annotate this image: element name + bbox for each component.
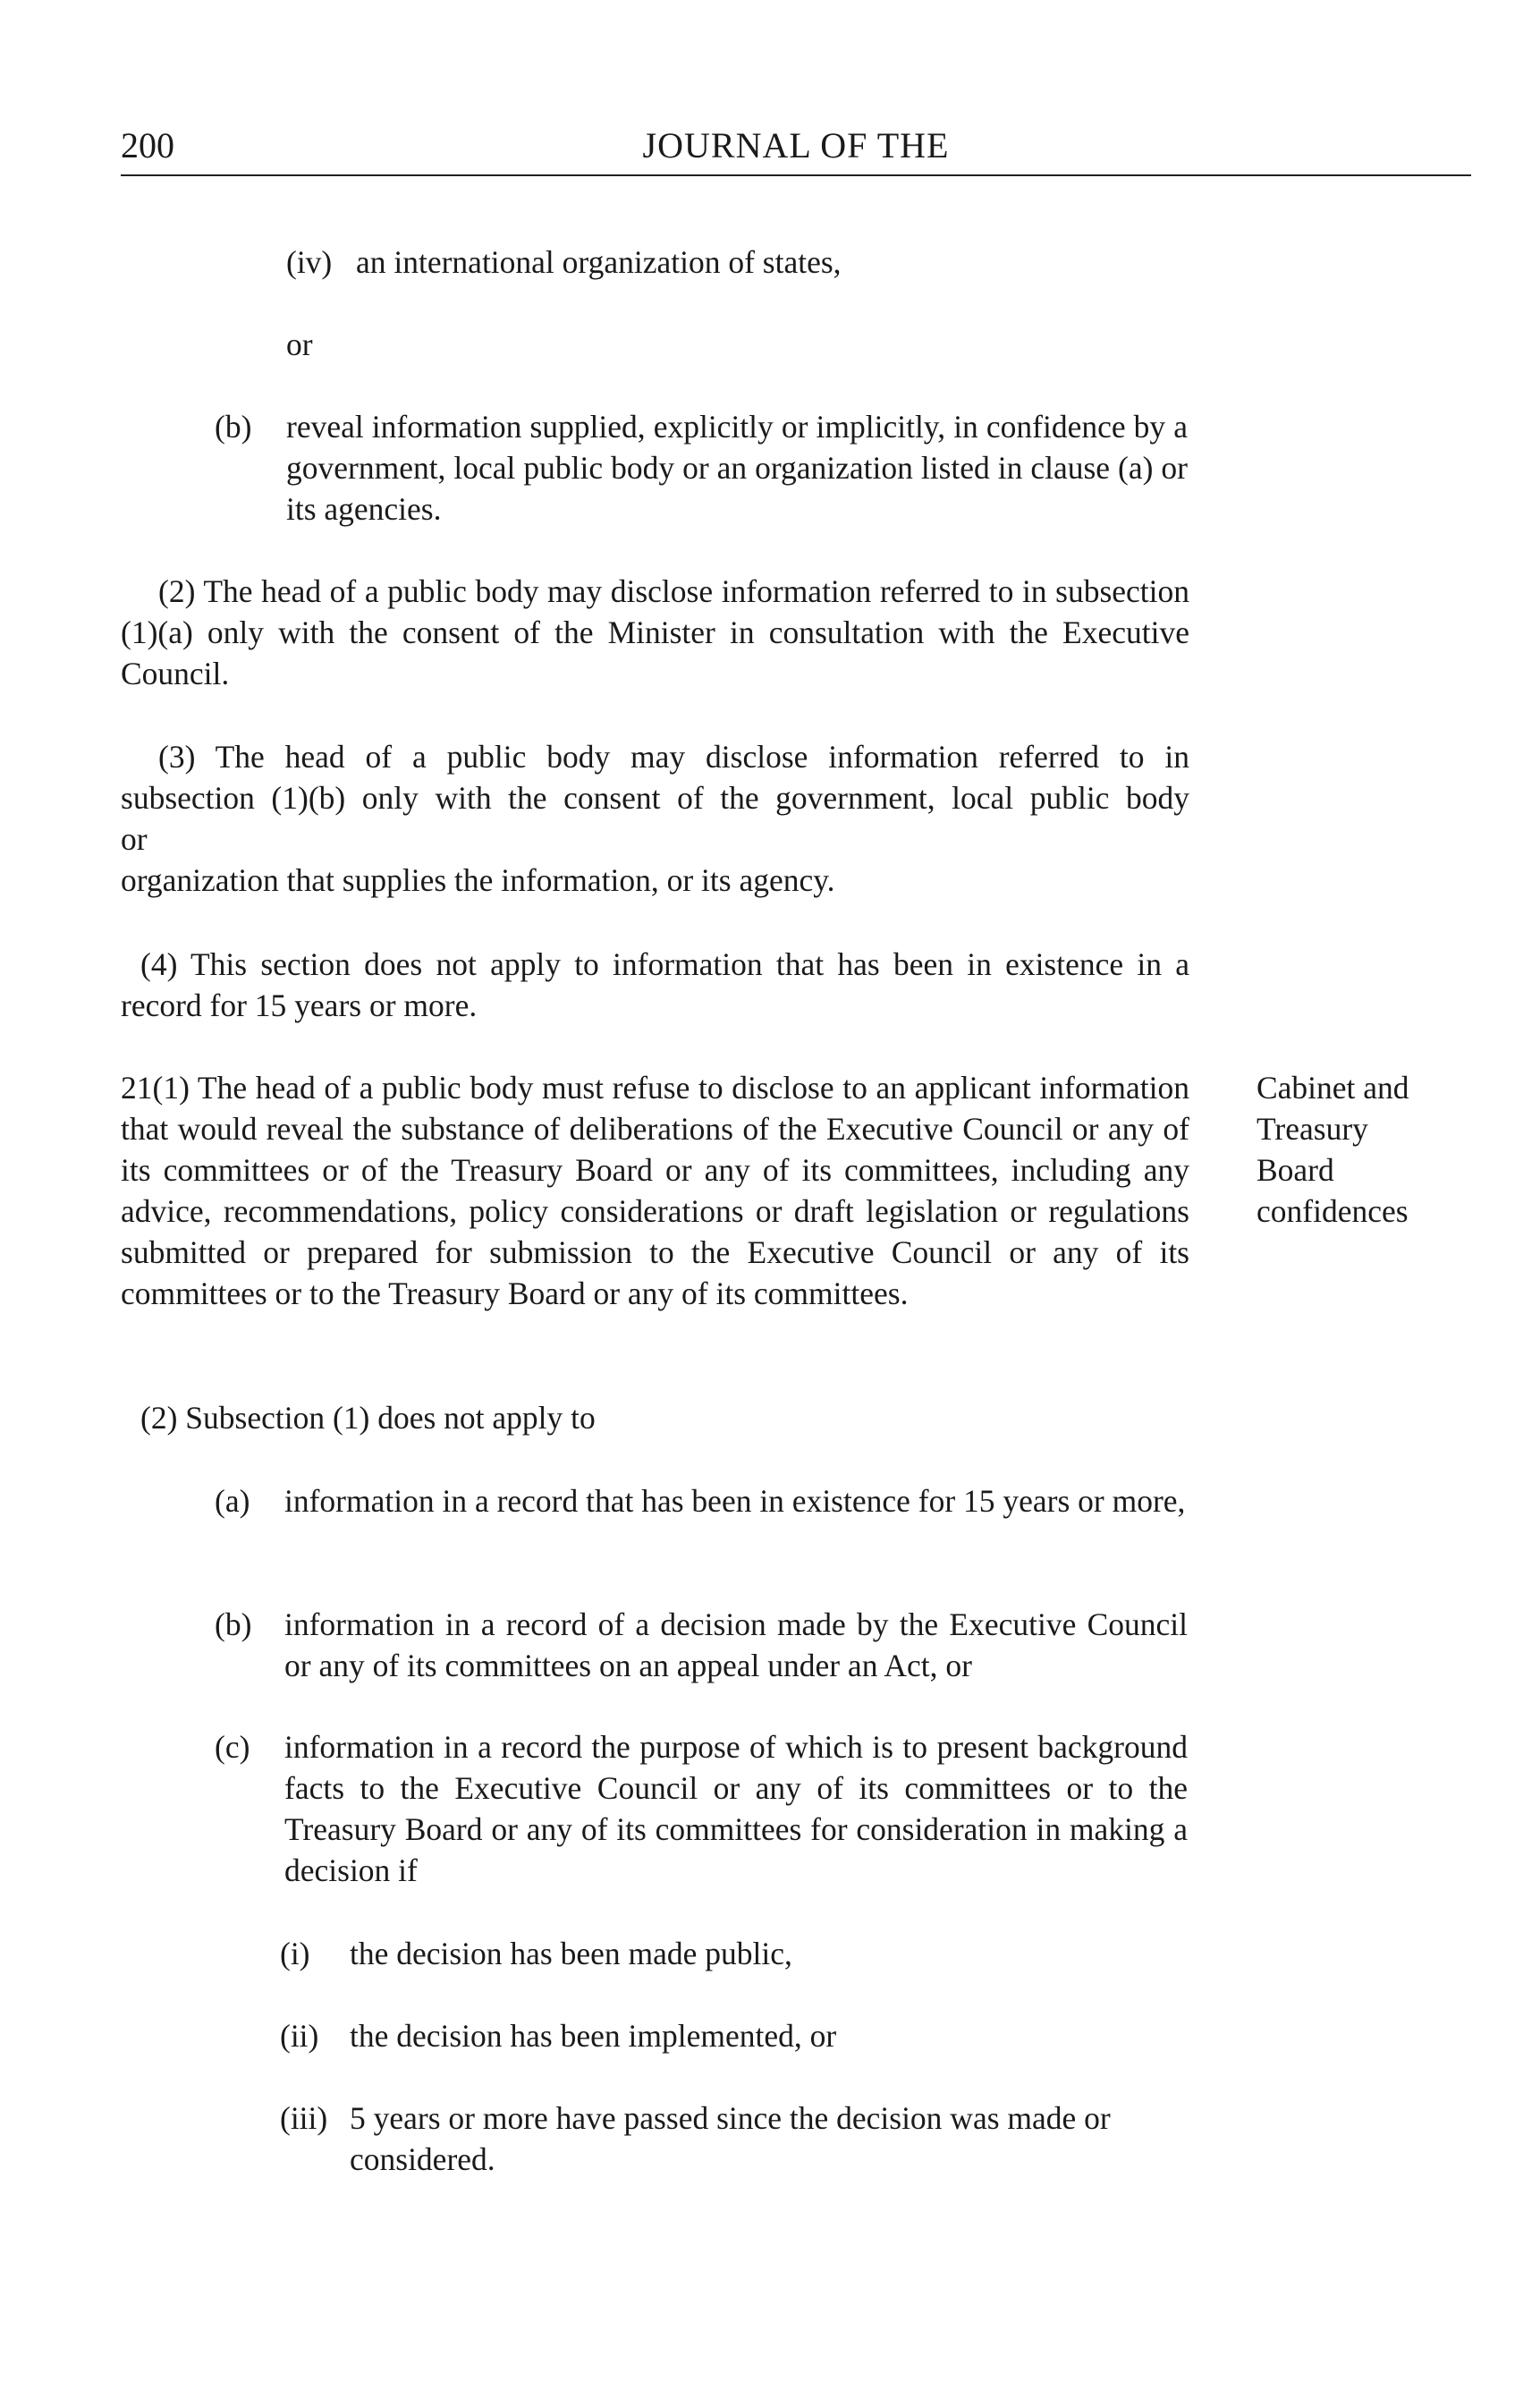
clause-text: information in a record the purpose of which is to present background facts to the Executive Council or any of its committees or to the Treasury Board or any of its committees for consideration in making a decision if bbox=[284, 1729, 1188, 1888]
subclause-iii bbox=[280, 2098, 1189, 2180]
clause-a bbox=[215, 1480, 1189, 1563]
subclause-label: (i) bbox=[280, 1936, 310, 1971]
marginal-note-line: Cabinet and bbox=[1257, 1070, 1409, 1106]
marginal-note-line: Treasury bbox=[1257, 1111, 1368, 1147]
clause-label: (iv) bbox=[286, 244, 333, 280]
subsection-2: (2) The head of a public body may disclose information referred to in subsection (1)(a) only with the consent of the Minister in consultation with the Executive Council. bbox=[121, 573, 1189, 691]
clause-text: information in a record of a decision made by the Executive Council or any of its committees on an appeal under an Act, or bbox=[284, 1606, 1188, 1683]
section-21-2: (2) Subsection (1) does not apply to bbox=[140, 1400, 596, 1436]
clause-label: (b) bbox=[215, 1606, 252, 1642]
subclause-label: (ii) bbox=[280, 2018, 319, 2054]
subclause-ii bbox=[280, 2015, 1189, 2056]
subclause-text: the decision has been implemented, or bbox=[350, 2018, 837, 2054]
subsection-3-line: subsection (1)(b) only with the consent of the government, local public body bbox=[121, 780, 1189, 816]
clause-text: information in a record that has been in existence for 15 years or more, bbox=[284, 1483, 1186, 1519]
clause-text: an international organization of states, bbox=[356, 244, 842, 280]
conjunction-or: or bbox=[286, 326, 313, 362]
subclause-text: 5 years or more have passed since the decision was made or considered. bbox=[350, 2100, 1111, 2177]
subsection-3 bbox=[121, 736, 1189, 901]
subclause-i bbox=[280, 1933, 1189, 1974]
subsection-3-line: organization that supplies the information, or its agency. bbox=[121, 862, 835, 898]
page-number: 200 bbox=[121, 125, 174, 165]
clause-label: (c) bbox=[215, 1729, 250, 1765]
clause-label: (a) bbox=[215, 1483, 250, 1519]
subsection-3-line: (3) The head of a public body may disclose information referred to in bbox=[158, 739, 1189, 775]
clause-c bbox=[215, 1726, 1189, 1891]
subclause-text: the decision has been made public, bbox=[350, 1936, 792, 1971]
subsection-3-line: or bbox=[121, 821, 148, 857]
clause-label: (b) bbox=[215, 409, 252, 445]
section-21-1: 21(1) The head of a public body must refuse to disclose to an applicant information that would reveal the substance of deliberations of the Executive Council or any of its committees or of the Treasury Board or any of its committees, including any advice, recommendations, policy considerations or draft legislation or regulations submitted or prepared for submission to the Executive Council or any of its committees or to the Treasury Board or any of its committees. bbox=[121, 1070, 1189, 1311]
marginal-note-line: Board bbox=[1257, 1152, 1334, 1188]
marginal-note bbox=[1257, 1067, 1471, 1232]
clause-b bbox=[215, 406, 1189, 531]
subclause-label: (iii) bbox=[280, 2100, 328, 2136]
marginal-note-line: confidences bbox=[1257, 1193, 1409, 1229]
subsection-4: (4) This section does not apply to information that has been in existence in a record for 15 years or more. bbox=[121, 946, 1189, 1023]
clause-iv bbox=[286, 242, 1189, 283]
clause-text: reveal information supplied, explicitly or implicitly, in confidence by a government, local public body or an organization listed in clause (a) or its agencies. bbox=[286, 409, 1188, 527]
clause-b bbox=[215, 1604, 1189, 1686]
running-head: JOURNAL OF THE bbox=[642, 125, 950, 165]
page-header bbox=[121, 121, 1471, 176]
